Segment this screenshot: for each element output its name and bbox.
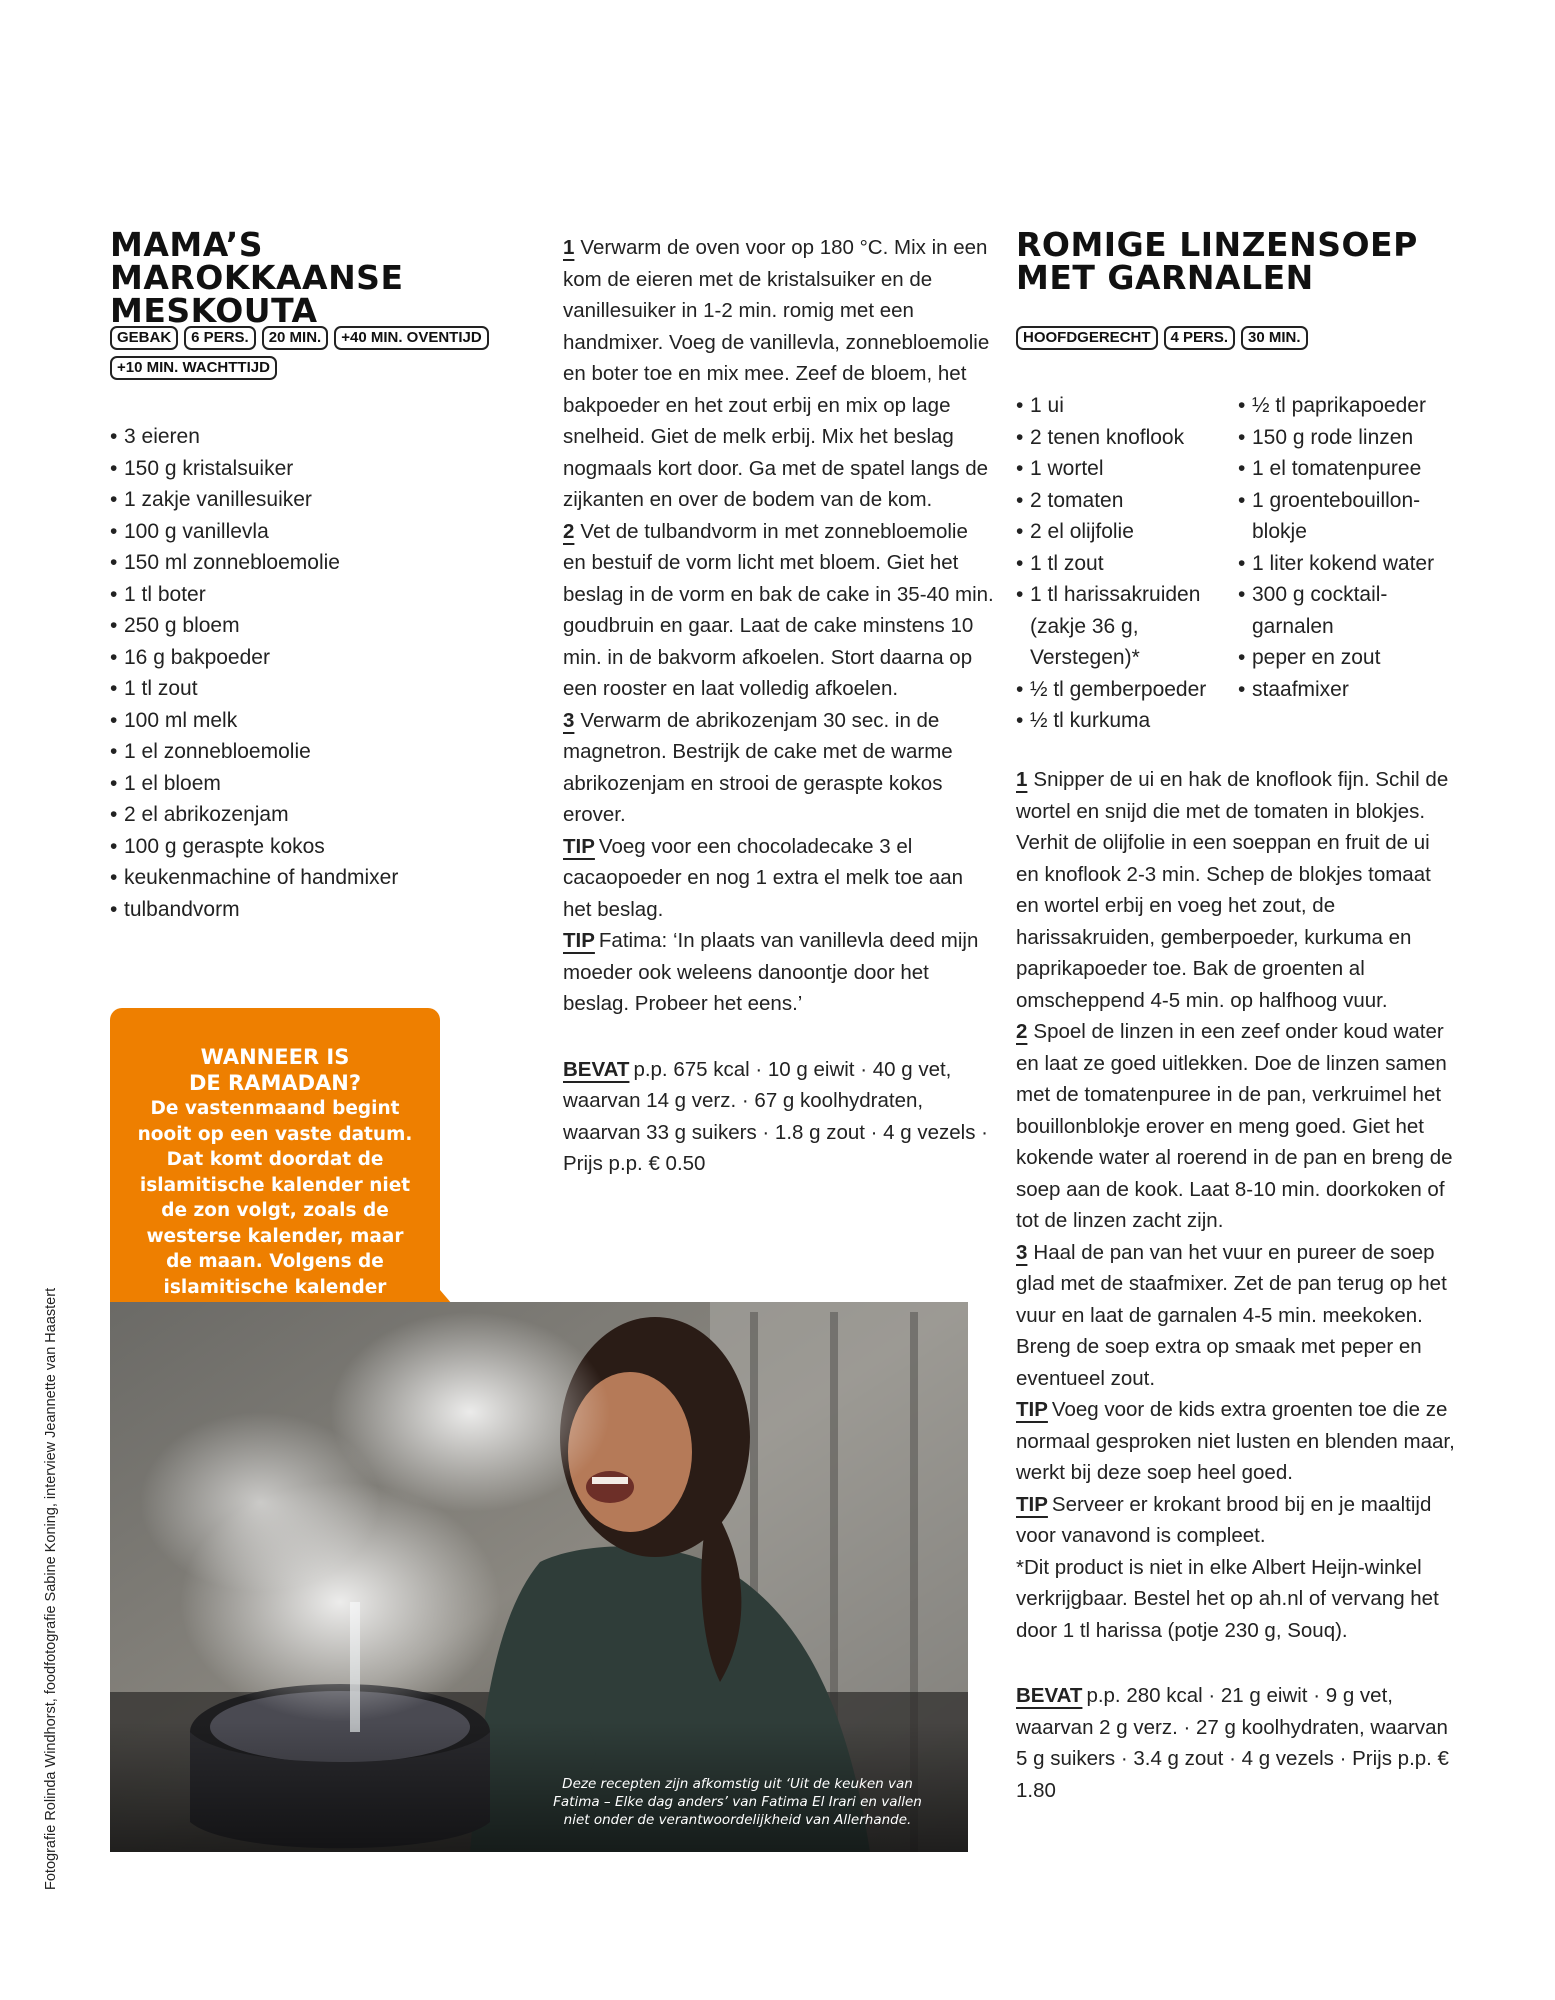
right-recipe-tags	[1016, 326, 1436, 350]
ingredient-item: • 2 el olijfolie	[1016, 516, 1231, 548]
left-step	[563, 516, 995, 705]
right-tip-text: Serveer er krokant brood bij en je maaltijd voor vanavond is compleet.	[1016, 1492, 1432, 1547]
left-tip-label: TIP	[563, 929, 595, 952]
ingredient-item: • 150 g rode linzen	[1238, 422, 1448, 454]
ingredient-item: • 1 el bloem	[110, 768, 510, 800]
left-tip-text: Voeg voor een chocoladecake 3 el cacaopoeder en nog 1 extra el melk toe aan het beslag.	[563, 834, 964, 921]
ingredient-item: • 3 eieren	[110, 421, 510, 453]
right-tip	[1016, 1394, 1456, 1489]
left-nutrition-label: BEVAT	[563, 1057, 630, 1081]
ingredient-item: • 1 zakje vanillesuiker	[110, 484, 510, 516]
ingredient-item: • 16 g bakpoeder	[110, 642, 510, 674]
right-nutrition-label: BEVAT	[1016, 1684, 1083, 1707]
right-footnote: *Dit product is niet in elke Albert Heijn-winkel verkrijgbaar. Bestel het op ah.nl of vervang het door 1 tl harissa (potje 230 g, Souq).	[1016, 1555, 1439, 1642]
right-recipe-tag: 30 MIN.	[1241, 326, 1308, 350]
right-step-text: Spoel de linzen in een zeef onder koud water en laat ze goed uitlekken. Doe de linzen samen met de tomatenpuree in de pan, verkruimel het bouillonblokje erover en meng goed. Giet het kokende water al roerend in de pan en breng de soep aan de kook. Laat 8-10 min. doorkoken of tot de linzen zacht zijn.	[1016, 1020, 1453, 1232]
left-tip	[563, 925, 995, 1020]
callout-title	[132, 1044, 418, 1096]
right-step	[1016, 1237, 1456, 1395]
left-nutrition-text: p.p. 675 kcal · 10 g eiwit · 40 g vet, waarvan 14 g verz. · 67 g koolhydraten, waarvan 33 g suikers · 1.8 g zout · 4 g vezels · Prijs p.p. € 0.50	[563, 1057, 989, 1175]
right-step	[1016, 764, 1456, 1016]
right-recipe-header	[1016, 225, 1436, 297]
left-recipe-header	[110, 225, 530, 330]
ingredient-item: • 2 tenen knoflook	[1016, 422, 1231, 454]
left-tip	[563, 831, 995, 926]
left-step-text: Vet de tulbandvorm in met zonnebloemolie en bestuif de vorm licht met bloem. Giet het beslag in de vorm en bak de cake in 35-40 min. goudbruin en gaar. Laat de cake minstens 10 min. in de bakvorm afkoelen. Stort daarna op een rooster en laat volledig afkoelen.	[563, 519, 994, 700]
photo-credit: Fotografie Rolinda Windhorst, foodfotografie Sabine Koning, interview Jeannette van Haastert	[43, 1287, 59, 1890]
ingredient-item: • peper en zout	[1238, 642, 1448, 674]
right-tip-label: TIP	[1016, 1398, 1048, 1421]
right-step-label: 2	[1016, 1020, 1028, 1043]
left-step-text: Verwarm de abrikozenjam 30 sec. in de magnetron. Bestrijk de cake met de warme abrikozenjam en strooi de geraspte kokos erover.	[563, 708, 953, 826]
left-recipe-tag: GEBAK	[110, 326, 178, 350]
ingredient-item: • 100 g vanillevla	[110, 516, 510, 548]
right-tip-text: Voeg voor de kids extra groenten toe die ze normaal gesproken niet lusten en blenden maar, werkt bij deze soep heel goed.	[1016, 1398, 1455, 1484]
ingredient-item: • ½ tl gemberpoeder	[1016, 674, 1231, 706]
right-step-text: Haal de pan van het vuur en pureer de soep glad met de staafmixer. Zet de pan terug op het vuur en laat de garnalen 4-5 min. meekoken. Breng de soep extra op smaak met peper en eventueel zout.	[1016, 1240, 1447, 1390]
ingredient-item: • 300 g cocktail-garnalen	[1238, 579, 1448, 642]
right-recipe-title	[1016, 225, 1436, 297]
ingredient-item: • 100 g geraspte kokos	[110, 831, 510, 863]
left-step	[563, 232, 995, 516]
right-tip-label: TIP	[1016, 1492, 1048, 1516]
left-recipe-tags	[110, 326, 490, 380]
left-recipe-tag: 20 MIN.	[262, 326, 329, 350]
ingredient-item: • 250 g bloem	[110, 610, 510, 642]
left-tip-label: TIP	[563, 834, 595, 858]
left-recipe-title	[110, 225, 530, 330]
right-recipe-method	[1016, 764, 1456, 1806]
right-step-label: 3	[1016, 1240, 1028, 1264]
left-step-label: 3	[563, 708, 575, 732]
right-tip	[1016, 1489, 1456, 1552]
left-recipe-steps	[563, 232, 995, 831]
left-recipe-tag: +40 MIN. OVENTIJD	[334, 326, 488, 350]
ingredient-item: • 150 g kristalsuiker	[110, 453, 510, 485]
ingredient-item: • ½ tl kurkuma	[1016, 705, 1231, 737]
ingredient-item: • 150 ml zonnebloemolie	[110, 547, 510, 579]
ingredient-item: • 1 tl harissakruiden (zakje 36 g, Verstegen)*	[1016, 579, 1231, 674]
right-step-text: Snipper de ui en hak de knoflook fijn. Schil de wortel en snijd die met de tomaten in blokjes. Verhit de olijfolie in een soeppan en fruit de ui en knoflook 2-3 min. Schep de blokjes tomaat en wortel erbij en voeg het zout, de harissakruiden, gemberpoeder, kurkuma en paprikapoeder toe. Bak de groenten al omscheppend 4-5 min. op halfhoog vuur.	[1016, 768, 1449, 1012]
right-recipe-tips	[1016, 1394, 1456, 1552]
callout-title-line2: DE RAMADAN?	[188, 1071, 362, 1095]
photo-caption: Deze recepten zijn afkomstig uit ‘Uit de keuken van Fatima – Elke dag anders’ van Fatima El Irari en vallen niet onder de verantwoordelijkheid van Allerhande.	[553, 1776, 922, 1828]
left-recipe-title-line1: MAMA’S MAROKKAANSE	[110, 225, 404, 297]
ingredient-item: • ½ tl paprikapoeder	[1238, 390, 1448, 422]
ingredient-item: • 1 ui	[1016, 390, 1231, 422]
ingredient-item: • 100 ml melk	[110, 705, 510, 737]
left-recipe-method	[563, 232, 995, 1180]
left-recipe-tag: +10 MIN. WACHTTIJD	[110, 356, 277, 380]
right-nutrition	[1016, 1680, 1456, 1806]
ingredient-item: • keukenmachine of handmixer	[110, 862, 510, 894]
ingredient-item: • 1 groentebouillon-blokje	[1238, 485, 1448, 548]
left-recipe-title-line2: MESKOUTA	[110, 291, 318, 330]
ingredient-item: • staafmixer	[1238, 674, 1448, 706]
ingredient-item: • 2 tomaten	[1016, 485, 1231, 517]
right-ingredient-list-1	[1016, 390, 1231, 737]
right-recipe-tag: HOOFDGERECHT	[1016, 326, 1158, 350]
left-step-label: 2	[563, 519, 575, 543]
left-ingredient-list	[110, 421, 510, 925]
right-recipe-tag: 4 PERS.	[1164, 326, 1236, 350]
right-recipe-steps	[1016, 764, 1456, 1394]
left-nutrition	[563, 1054, 995, 1180]
ingredient-item: • 1 wortel	[1016, 453, 1231, 485]
left-step	[563, 705, 995, 831]
ingredient-item: • tulbandvorm	[110, 894, 510, 926]
callout-body: De vastenmaand begint nooit op een vaste datum. Dat komt doordat de islamitische kalender niet de zon volgt, zoals de westerse kalender, maar de maan. Volgens de islamitische kalender	[137, 1098, 413, 1298]
right-recipe-title-line1: ROMIGE LINZENSOEP	[1016, 225, 1418, 264]
ingredient-item: • 1 liter kokend water	[1238, 548, 1448, 580]
left-step-text: Verwarm de oven voor op 180 °C. Mix in een kom de eieren met de kristalsuiker en de vanillesuiker in 1-2 min. romig met een handmixer. Voeg de vanillevla, zonnebloemolie en boter toe en mix mee. Zeef de bloem, het bakpoeder en het zout erbij en mix op lage snelheid. Giet de melk erbij. Mix het beslag nogmaals kort door. Ga met de spatel langs de zijkanten en over de bodem van de kom.	[563, 236, 990, 511]
chef-photo	[110, 1302, 968, 1852]
ingredient-item: • 1 tl boter	[110, 579, 510, 611]
left-recipe-tips	[563, 831, 995, 1020]
chef-photo-illustration	[110, 1302, 968, 1852]
ingredient-item: • 1 el tomatenpuree	[1238, 453, 1448, 485]
ingredient-item: • 2 el abrikozenjam	[110, 799, 510, 831]
right-nutrition-text: p.p. 280 kcal · 21 g eiwit · 9 g vet, waarvan 2 g verz. · 27 g koolhydraten, waarvan 5 g suikers · 3.4 g zout · 4 g vezels · Prijs p.p. € 1.80	[1016, 1684, 1449, 1802]
ingredient-item: • 1 tl zout	[1016, 548, 1231, 580]
right-step	[1016, 1016, 1456, 1237]
right-ingredient-list-2	[1238, 390, 1448, 705]
left-step-label: 1	[563, 236, 575, 259]
ingredient-item: • 1 tl zout	[110, 673, 510, 705]
left-recipe-tag: 6 PERS.	[184, 326, 256, 350]
ingredient-item: • 1 el zonnebloemolie	[110, 736, 510, 768]
left-tip-text: Fatima: ‘In plaats van vanillevla deed mijn moeder ook weleens danoontje door het beslag. Probeer het eens.’	[563, 929, 979, 1015]
right-recipe-title-line2: MET GARNALEN	[1016, 258, 1314, 297]
right-step-label: 1	[1016, 768, 1028, 791]
callout-title-line1: WANNEER IS	[200, 1045, 350, 1069]
